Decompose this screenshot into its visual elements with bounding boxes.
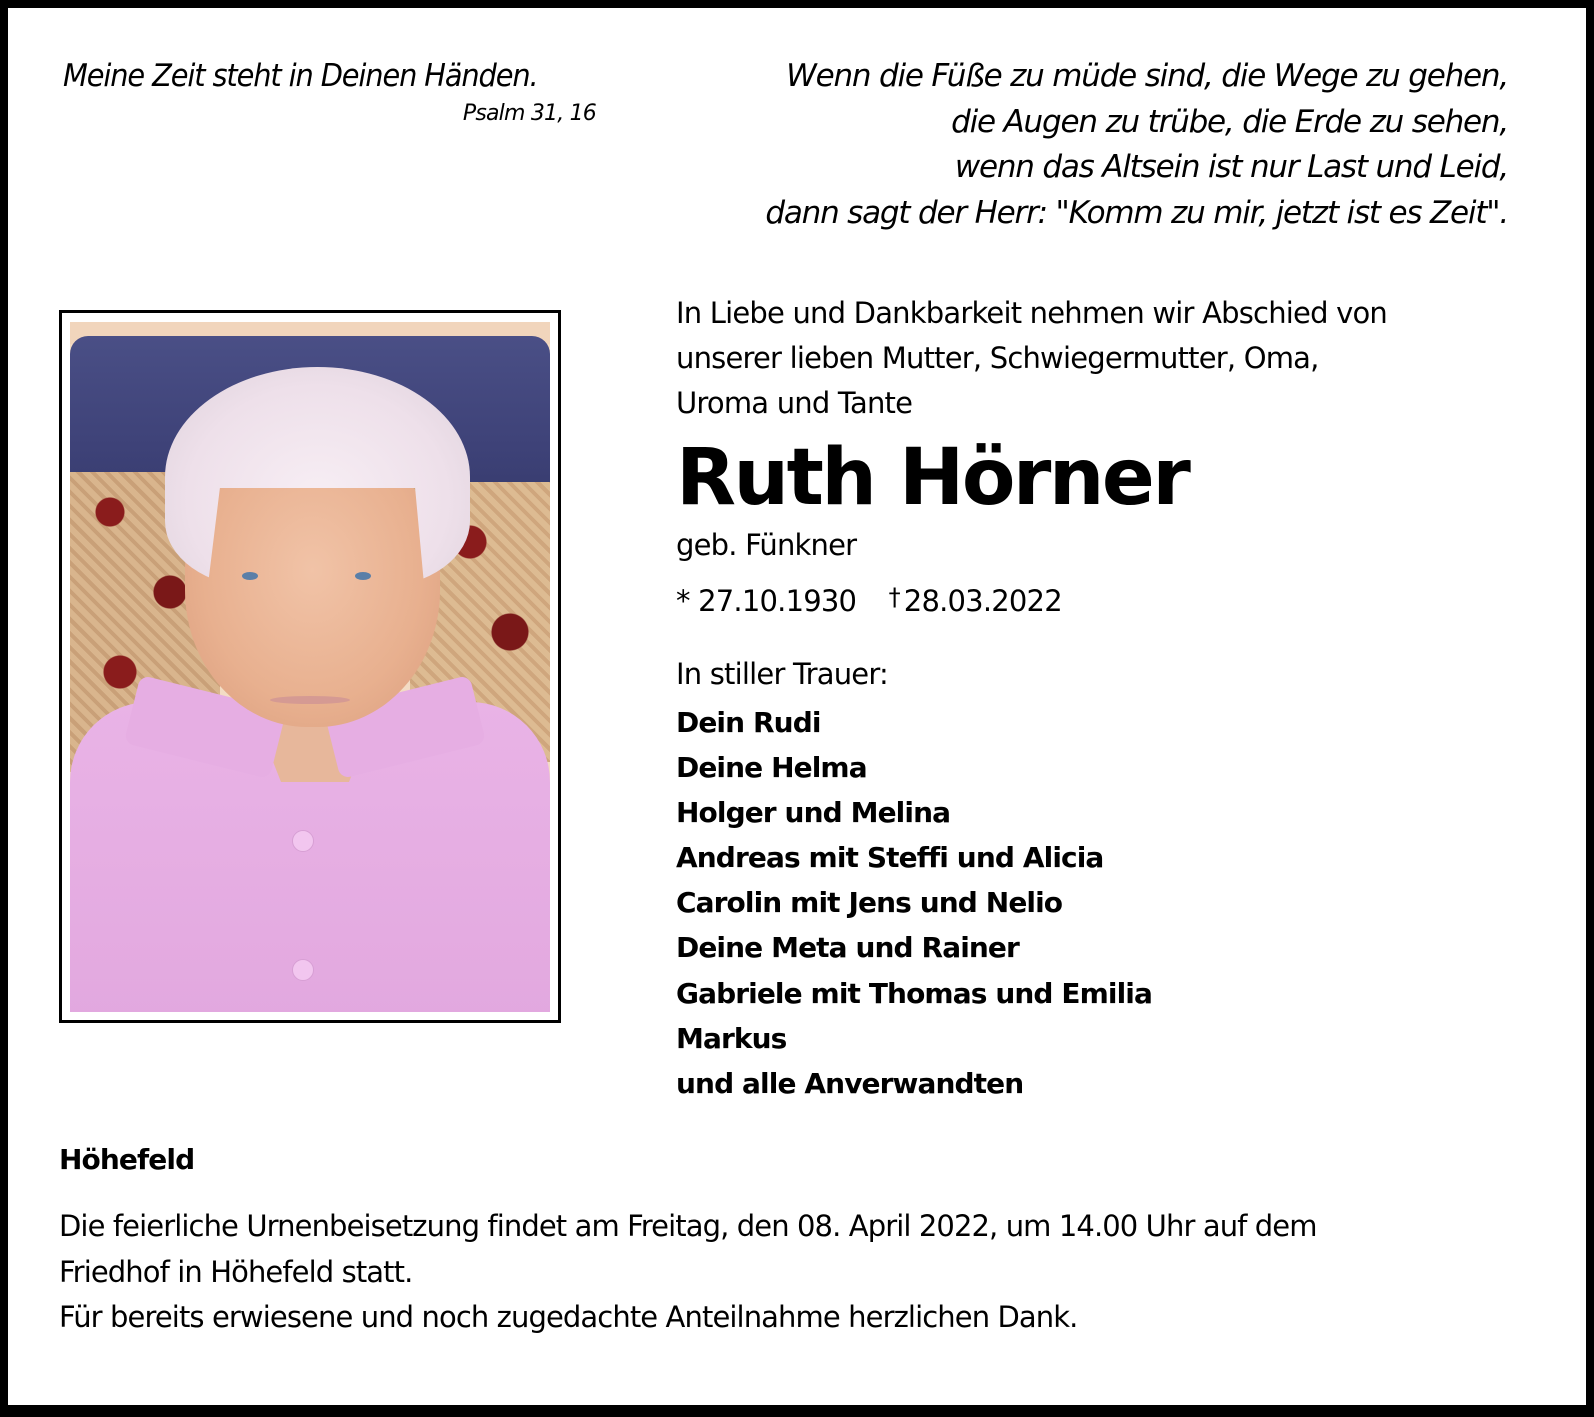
bible-verse-source: Psalm 31, 16: [462, 101, 596, 126]
mourner: und alle Anverwandten: [676, 1066, 1024, 1100]
farewell-intro: [676, 291, 1387, 426]
poem-line: die Augen zu trübe, die Erde zu sehen,: [951, 103, 1508, 140]
birth-date: 27.10.1930: [698, 584, 857, 618]
death-date: 28.03.2022: [903, 584, 1062, 618]
life-dates: [676, 581, 1062, 623]
mourner: Andreas mit Steffi und Alicia: [676, 841, 1104, 875]
mourner: Deine Helma: [676, 751, 867, 785]
mourner: Markus: [676, 1021, 787, 1055]
funeral-line: Die feierliche Urnenbeisetzung findet am Freitag, den 08. April 2022, um 14.00 Uhr auf dem: [59, 1209, 1317, 1243]
mourner: Holger und Melina: [676, 796, 951, 830]
photo-cardigan-button: [292, 959, 314, 981]
bible-verse: Meine Zeit steht in Deinen Händen.: [63, 58, 538, 94]
place-name: Höhefeld: [59, 1143, 195, 1176]
poem-line: Wenn die Füße zu müde sind, die Wege zu gehen,: [786, 58, 1508, 94]
portrait-photo: [70, 322, 550, 1012]
mourner: Deine Meta und Rainer: [676, 931, 1019, 965]
intro-line: In Liebe und Dankbarkeit nehmen wir Abschied von: [676, 296, 1387, 330]
poem-line: dann sagt der Herr: "Komm zu mir, jetzt ist es Zeit".: [765, 194, 1508, 231]
intro-line: unserer lieben Mutter, Schwiegermutter, Oma,: [676, 341, 1319, 375]
photo-eye-right: [355, 572, 371, 580]
death-cross-icon: †: [888, 583, 900, 611]
poem-line: wenn das Altsein ist nur Last und Leid,: [954, 149, 1508, 185]
mourners-list: [676, 700, 1152, 1106]
mourner: Carolin mit Jens und Nelio: [676, 886, 1063, 920]
obituary-notice: [8, 8, 1586, 1405]
photo-cardigan-button: [292, 830, 314, 852]
photo-mouth: [270, 696, 350, 704]
birth-star-icon: *: [676, 584, 690, 618]
maiden-name: geb. Fünkner: [676, 528, 857, 562]
mourner: Dein Rudi: [676, 706, 821, 739]
deceased-name: Ruth Hörner: [676, 433, 1189, 523]
mourner: Gabriele mit Thomas und Emilia: [676, 976, 1152, 1010]
funeral-line: Friedhof in Höhefeld statt.: [59, 1254, 413, 1289]
funeral-line: Für bereits erwiesene und noch zugedachte Anteilnahme herzlichen Dank.: [59, 1300, 1078, 1334]
mourners-label: In stiller Trauer:: [676, 657, 888, 691]
portrait-frame: [59, 310, 561, 1023]
poem: [765, 54, 1508, 236]
funeral-details: [59, 1204, 1317, 1341]
intro-line: Uroma und Tante: [676, 386, 913, 420]
photo-eye-left: [242, 572, 258, 580]
